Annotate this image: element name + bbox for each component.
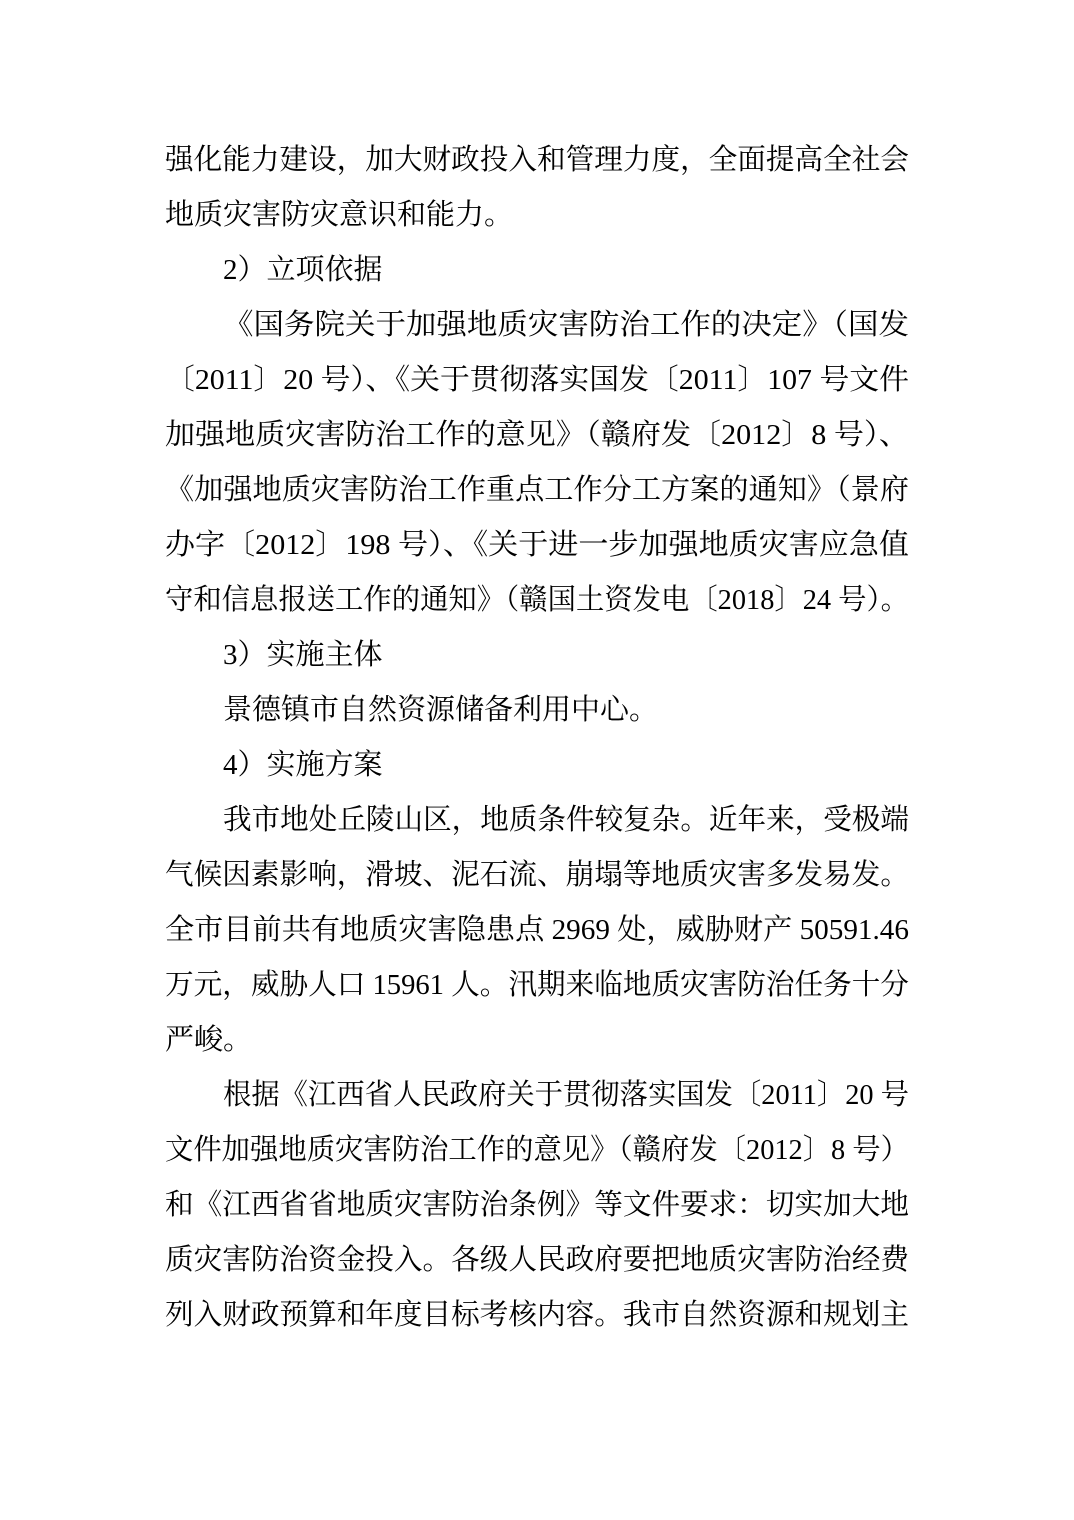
text-line-content: 《国务院关于加强地质灾害防治工作的决定》（国发: [223, 309, 909, 341]
text-line-content: 3）实施主体: [223, 639, 383, 671]
text-line: [165, 408, 909, 463]
text-line: [165, 243, 909, 298]
text-line: [165, 1178, 909, 1233]
text-line-content: 和《江西省省地质灾害防治条例》等文件要求：切实加大地: [165, 1189, 909, 1221]
text-line-content: 强化能力建设，加大财政投入和管理力度，全面提高全社会: [165, 144, 909, 176]
text-line: [165, 1288, 909, 1343]
text-line: [165, 573, 909, 628]
text-line: [165, 848, 909, 903]
text-line-content: 万元，威胁人口 15961 人。汛期来临地质灾害防治任务十分: [165, 969, 909, 1001]
text-line: [165, 518, 909, 573]
text-line-content: 质灾害防治资金投入。各级人民政府要把地质灾害防治经费: [165, 1244, 909, 1276]
text-line: [165, 958, 909, 1013]
text-line: [165, 1233, 909, 1288]
text-line-content: 严峻。: [165, 1024, 253, 1056]
text-line: [165, 353, 909, 408]
text-line-content: 我市地处丘陵山区，地质条件较复杂。近年来，受极端: [223, 804, 909, 836]
text-line-content: 地质灾害防灾意识和能力。: [165, 199, 514, 231]
text-line: [165, 738, 909, 793]
text-line-content: 守和信息报送工作的通知》（赣国土资发电〔2018〕24 号）。: [165, 584, 909, 616]
text-line: [165, 188, 909, 243]
text-line-content: 〔2011〕20 号）、《关于贯彻落实国发〔2011〕107 号文件: [165, 364, 909, 396]
text-line: [165, 1123, 909, 1178]
text-line-content: 加强地质灾害防治工作的意见》（赣府发〔2012〕8 号）、: [165, 419, 909, 451]
text-line-content: 列入财政预算和年度目标考核内容。我市自然资源和规划主: [165, 1299, 909, 1331]
text-line-content: 根据《江西省人民政府关于贯彻落实国发〔2011〕20 号: [223, 1079, 909, 1111]
text-line: [165, 463, 909, 518]
text-line: [165, 133, 909, 188]
text-block: [165, 133, 909, 1343]
text-line: [165, 793, 909, 848]
text-line: [165, 1068, 909, 1123]
text-line: [165, 683, 909, 738]
text-line: [165, 903, 909, 958]
text-line: [165, 1013, 909, 1068]
text-line: [165, 628, 909, 683]
text-line-content: 办字〔2012〕198 号）、《关于进一步加强地质灾害应急值: [165, 529, 909, 561]
text-line-content: 全市目前共有地质灾害隐患点 2969 处，威胁财产 50591.46: [165, 914, 909, 946]
text-line-content: 景德镇市自然资源储备利用中心。: [223, 694, 659, 726]
text-line-content: 文件加强地质灾害防治工作的意见》（赣府发〔2012〕8 号）: [165, 1134, 909, 1166]
text-line-content: 2）立项依据: [223, 254, 383, 286]
text-line-content: 4）实施方案: [223, 749, 383, 781]
text-line: [165, 298, 909, 353]
text-line-content: 《加强地质灾害防治工作重点工作分工方案的通知》（景府: [165, 474, 909, 506]
text-line-content: 气候因素影响，滑坡、泥石流、崩塌等地质灾害多发易发。: [165, 859, 909, 891]
